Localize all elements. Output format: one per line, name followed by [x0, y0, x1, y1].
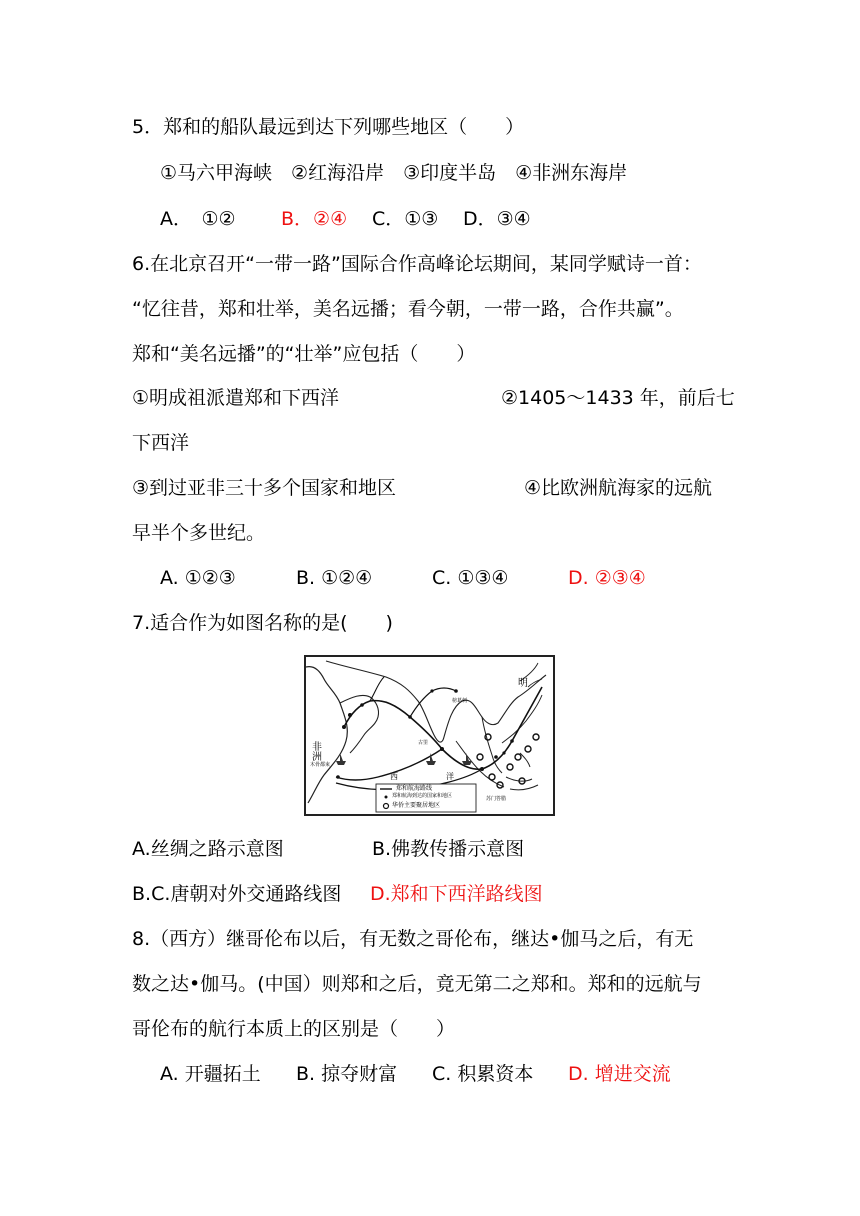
q6-statement-4: ④比欧洲航海家的远航 [524, 477, 713, 499]
q6-choice-d-answer: D. ②③④ [568, 567, 646, 589]
q5-choice-b-answer: B．②④ [281, 208, 348, 230]
q7-choice-b: B.佛教传播示意图 [372, 838, 525, 860]
zheng-he-voyage-map [304, 655, 555, 816]
q5-choice-d: D．③④ [463, 208, 531, 230]
q6-choice-c: C. ①③④ [432, 567, 509, 589]
q6-line-2: “忆往昔，郑和壮举，美名远播；看今朝，一带一路，合作共赢”。 [132, 298, 684, 320]
q5-options: ①马六甲海峡 ②红海沿岸 ③印度半岛 ④非洲东海岸 [160, 162, 628, 184]
q5-stem: 5．郑和的船队最远到达下列哪些地区（ ） [132, 116, 525, 138]
map-label-guli: 古里 [418, 740, 429, 746]
q6-statement-2-cont: 下西洋 [132, 432, 190, 454]
q8-line-2: 数之达•伽马。(中国）则郑和之后，竟无第二之郑和。郑和的远航与 [132, 973, 702, 995]
map-label-xi: 西 [390, 772, 398, 781]
map-label-zhou: 洲 [312, 752, 322, 763]
q6-statement-3: ③到过亚非三十多个国家和地区 [132, 477, 397, 499]
q6-statement-1: ①明成祖派遣郑和下西洋 [132, 387, 340, 409]
q6-choice-b: B. ①②④ [296, 567, 373, 589]
q5-choice-a: A． ①② [160, 208, 236, 230]
q6-statement-4-cont: 早半个多世纪。 [132, 522, 266, 544]
q7-choice-c: B.C.唐朝对外交通路线图 [132, 883, 342, 905]
q6-line-1: 6.在北京召开“一带一路”国际合作高峰论坛期间，某同学赋诗一首： [132, 253, 702, 275]
q8-line-3: 哥伦布的航行本质上的区别是（ ） [132, 1018, 456, 1040]
q5-choice-c: C．①③ [372, 208, 439, 230]
q7-choice-d-answer: D.郑和下西洋路线图 [370, 883, 543, 905]
map-label-yang: 洋 [446, 772, 454, 781]
legend-route-label: 郑和航海路线 [396, 785, 433, 792]
q6-statement-2: ②1405～1433 年，前后七 [501, 387, 735, 409]
map-label-sumatra: 苏门答腊 [486, 796, 507, 802]
q8-choice-b: B. 掠夺财富 [296, 1063, 398, 1085]
q7-stem: 7.适合作为如图名称的是( ) [132, 612, 393, 634]
legend-visited-label: 郑和航海到达的国家和地区 [392, 793, 453, 799]
map-label-fei: 非 [312, 742, 322, 753]
q6-line-3: 郑和“美名远播”的“壮举”应包括（ ） [132, 343, 476, 365]
q8-choice-d-answer: D. 增进交流 [568, 1063, 671, 1085]
q7-choice-a: A.丝绸之路示意图 [132, 838, 284, 860]
q8-line-1: 8.（西方）继哥伦布以后，有无数之哥伦布，继达•伽马之后，有无 [132, 928, 694, 950]
q8-choice-c: C. 积累资本 [432, 1063, 534, 1085]
map-label-bangala: 榜葛剌 [452, 698, 468, 704]
q8-choice-a: A. 开疆拓土 [160, 1063, 261, 1085]
map-label-mogadishu: 木骨都束 [310, 762, 331, 768]
map-label-ming: 明 [518, 678, 528, 689]
legend-overseas-label: 华侨主要聚居地区 [392, 802, 441, 809]
q6-choice-a: A. ①②③ [160, 567, 236, 589]
